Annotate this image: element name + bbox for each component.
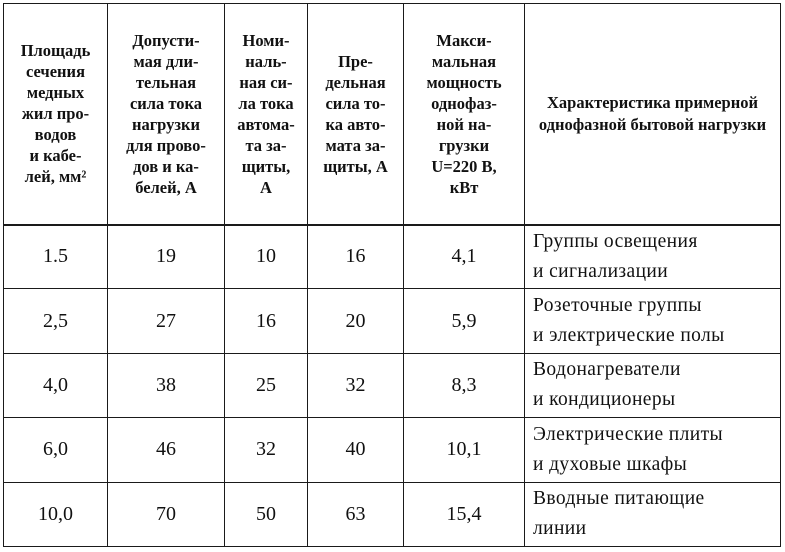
cell-breaker-limit: 20 — [308, 289, 404, 353]
header-load-description: Характеристика примерной однофазной бытовой нагрузки — [525, 4, 781, 225]
cell-allowed-current: 19 — [108, 225, 225, 289]
header-cross-section-area: Площадь сечения медных жил про- водов и кабе- лей, мм² — [4, 4, 108, 225]
header-max-power: Макси- мальная мощность однофаз- ной на- грузки U=220 В, кВт — [404, 4, 525, 225]
cell-allowed-current: 46 — [108, 418, 225, 482]
table-row — [4, 289, 781, 353]
cell-breaker-limit: 32 — [308, 353, 404, 417]
cell-load-description: Водонагреватели и кондиционеры — [525, 353, 781, 417]
cell-max-power: 10,1 — [404, 418, 525, 482]
table-row — [4, 353, 781, 417]
cell-area: 6,0 — [4, 418, 108, 482]
cell-max-power: 15,4 — [404, 482, 525, 546]
header-breaker-limit-current: Пре- дельная сила то- ка авто- мата за- щиты, А — [308, 4, 404, 225]
cell-breaker-limit: 16 — [308, 225, 404, 289]
cell-area: 4,0 — [4, 353, 108, 417]
cell-area: 10,0 — [4, 482, 108, 546]
cell-max-power: 4,1 — [404, 225, 525, 289]
table-row — [4, 225, 781, 289]
cell-load-description: Вводные питающие линии — [525, 482, 781, 546]
cell-breaker-nominal: 10 — [225, 225, 308, 289]
cell-load-description: Электрические плиты и духовые шкафы — [525, 418, 781, 482]
table-row — [4, 482, 781, 546]
wire-rating-table — [3, 3, 781, 547]
cell-max-power: 5,9 — [404, 289, 525, 353]
cell-breaker-nominal: 16 — [225, 289, 308, 353]
cell-breaker-nominal: 32 — [225, 418, 308, 482]
cell-allowed-current: 27 — [108, 289, 225, 353]
cell-load-description: Группы освещения и сигнализации — [525, 225, 781, 289]
cell-allowed-current: 70 — [108, 482, 225, 546]
header-allowed-current: Допусти- мая дли- тельная сила тока нагрузки для прово- дов и ка- белей, А — [108, 4, 225, 225]
cell-area: 1.5 — [4, 225, 108, 289]
cell-area: 2,5 — [4, 289, 108, 353]
cell-load-description: Розеточные группы и электрические полы — [525, 289, 781, 353]
cell-max-power: 8,3 — [404, 353, 525, 417]
cell-breaker-limit: 40 — [308, 418, 404, 482]
cell-breaker-limit: 63 — [308, 482, 404, 546]
cell-breaker-nominal: 25 — [225, 353, 308, 417]
table-header-row — [4, 4, 781, 225]
header-breaker-nominal-current: Номи- наль- ная си- ла тока автома- та за- щиты, А — [225, 4, 308, 225]
cell-allowed-current: 38 — [108, 353, 225, 417]
table-row — [4, 418, 781, 482]
cell-breaker-nominal: 50 — [225, 482, 308, 546]
